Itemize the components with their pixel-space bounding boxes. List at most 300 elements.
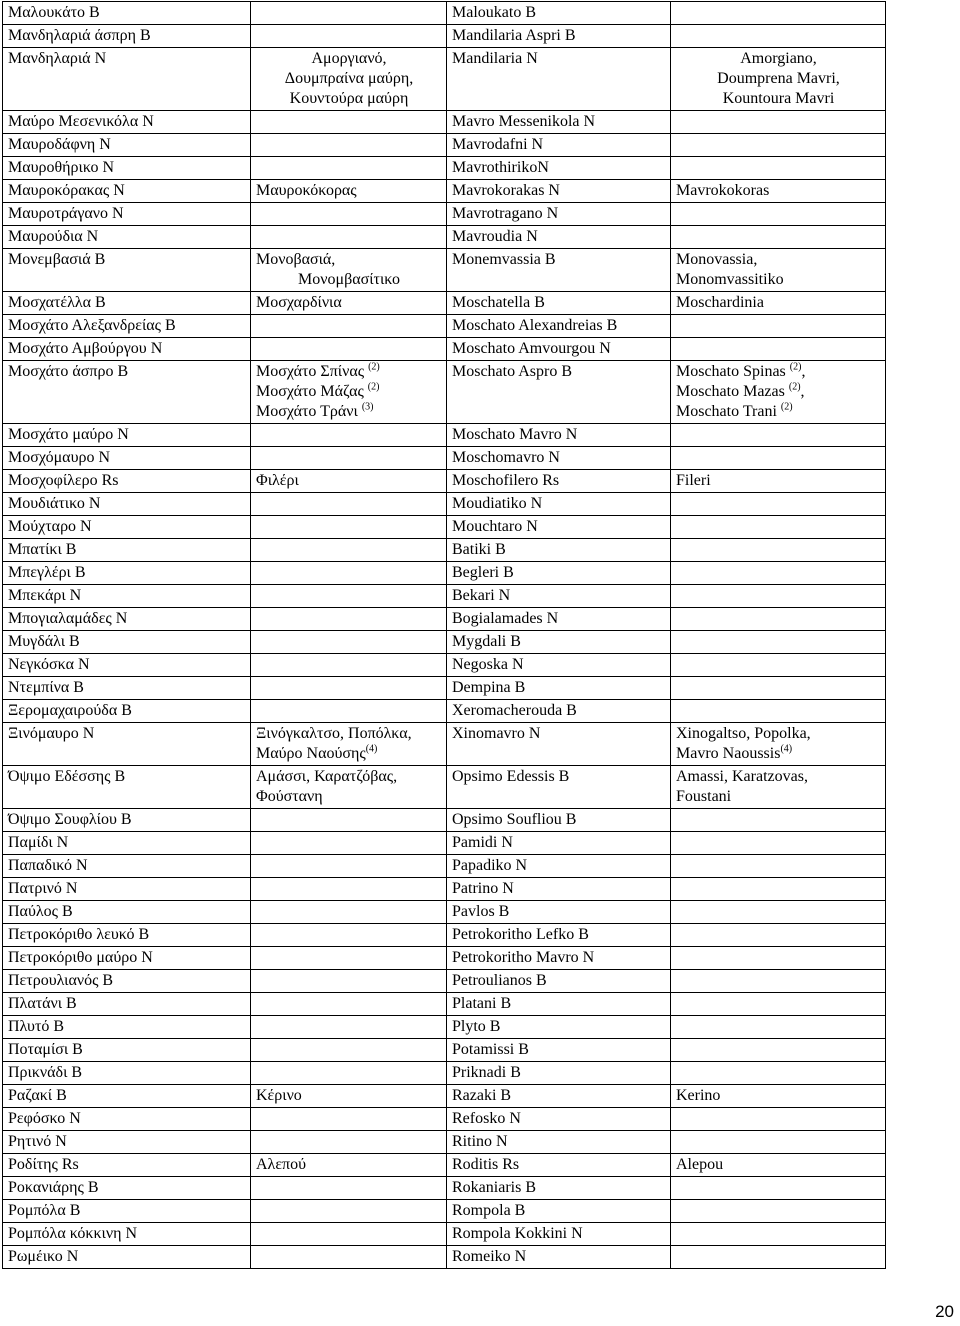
synonyms-greek [251, 562, 447, 585]
synonyms-greek [251, 1200, 447, 1223]
table-row [3, 539, 886, 562]
variety-name-greek: Μαλουκάτο Β [3, 2, 251, 25]
table-row [3, 832, 886, 855]
footnote-marker: (4) [780, 743, 793, 755]
synonyms-latin [671, 1200, 886, 1223]
variety-name-greek: Μοσχόμαυρο Ν [3, 447, 251, 470]
synonym-text: Μαύρο Ναούσης [256, 745, 366, 762]
synonym-line [256, 1086, 442, 1106]
variety-name-latin: Moschato Alexandreias B [447, 315, 671, 338]
synonyms-greek [251, 1062, 447, 1085]
variety-name-latin: Pamidi N [447, 832, 671, 855]
variety-name-latin: Patrino N [447, 878, 671, 901]
variety-name-greek: Παμίδι Ν [3, 832, 251, 855]
table-row [3, 249, 886, 292]
table-row [3, 1016, 886, 1039]
synonym-text: Moschato Trani [676, 403, 781, 420]
synonyms-latin [671, 292, 886, 315]
variety-name-latin: Opsimo Soufliou B [447, 809, 671, 832]
variety-name-greek: Πλατάνι Β [3, 993, 251, 1016]
synonym-line [256, 49, 442, 69]
synonyms-greek [251, 809, 447, 832]
variety-name-greek: Μουδιάτικο Ν [3, 493, 251, 516]
synonym-line [256, 250, 442, 270]
page-number: 20 [935, 1302, 954, 1321]
synonym-text: Moschato Mazas [676, 383, 789, 400]
synonyms-greek [251, 947, 447, 970]
synonym-text: Φιλέρι [256, 472, 299, 489]
table-row [3, 993, 886, 1016]
synonyms-greek [251, 203, 447, 226]
table-row [3, 1085, 886, 1108]
synonym-text: Κέρινο [256, 1087, 302, 1104]
table-row [3, 48, 886, 111]
synonym-line [676, 293, 881, 313]
footnote-marker: (2) [368, 361, 380, 373]
variety-name-latin: Negoska N [447, 654, 671, 677]
synonyms-latin [671, 878, 886, 901]
table-row [3, 924, 886, 947]
table-row [3, 361, 886, 424]
synonyms-greek [251, 677, 447, 700]
synonym-text: Fileri [676, 472, 711, 489]
table-row [3, 493, 886, 516]
variety-name-latin: Platani B [447, 993, 671, 1016]
variety-name-greek: Ρομπόλα κόκκινη Ν [3, 1223, 251, 1246]
synonyms-greek [251, 292, 447, 315]
variety-name-greek: Παύλος Β [3, 901, 251, 924]
synonym-text: Μονομβασίτικο [298, 271, 400, 288]
footnote-marker: (4) [365, 743, 378, 755]
variety-name-latin: Mygdali B [447, 631, 671, 654]
variety-name-greek: Ντεμπίνα Β [3, 677, 251, 700]
synonyms-latin [671, 901, 886, 924]
synonyms-latin [671, 470, 886, 493]
table-row [3, 180, 886, 203]
synonyms-latin [671, 766, 886, 809]
synonyms-greek [251, 654, 447, 677]
synonyms-greek [251, 723, 447, 766]
synonym-text: Moschardinia [676, 294, 764, 311]
table-row [3, 1062, 886, 1085]
variety-name-latin: Bekari N [447, 585, 671, 608]
synonym-text: Xinogaltso, Popolka, [676, 725, 811, 742]
synonym-text: Μοσχάτο Σπίνας [256, 363, 369, 380]
variety-name-latin: Rokaniaris B [447, 1177, 671, 1200]
synonyms-latin [671, 226, 886, 249]
variety-name-latin: Potamissi B [447, 1039, 671, 1062]
variety-name-greek: Μοσχατέλλα Β [3, 292, 251, 315]
variety-name-latin: Xeromacherouda B [447, 700, 671, 723]
variety-name-latin: Petroulianos B [447, 970, 671, 993]
variety-name-greek: Μούχταρο Ν [3, 516, 251, 539]
synonyms-greek [251, 631, 447, 654]
synonym-text: Μοσχαρδίνια [256, 294, 342, 311]
table-row [3, 723, 886, 766]
synonym-line [676, 362, 881, 382]
synonyms-latin [671, 855, 886, 878]
variety-name-greek: Ξινόμαυρο Ν [3, 723, 251, 766]
synonyms-latin [671, 1016, 886, 1039]
table-row [3, 1246, 886, 1269]
synonym-text: Kerino [676, 1087, 721, 1104]
variety-name-latin: Mandilaria N [447, 48, 671, 111]
variety-name-latin: Plyto B [447, 1016, 671, 1039]
synonyms-greek [251, 226, 447, 249]
variety-name-latin: Petrokoritho Lefko B [447, 924, 671, 947]
table-row [3, 516, 886, 539]
synonym-line [256, 382, 442, 402]
table-row [3, 766, 886, 809]
synonym-text: Κουντούρα μαύρη [289, 90, 409, 107]
synonym-line [676, 724, 881, 744]
synonyms-latin [671, 1108, 886, 1131]
synonym-line [676, 471, 881, 491]
synonyms-latin [671, 1131, 886, 1154]
synonyms-greek [251, 766, 447, 809]
variety-name-latin: Refosko N [447, 1108, 671, 1131]
synonym-text: Foustani [676, 788, 732, 805]
synonyms-latin [671, 608, 886, 631]
table-row [3, 947, 886, 970]
synonym-line [256, 89, 442, 109]
table-row [3, 1039, 886, 1062]
synonym-line [256, 69, 442, 89]
synonyms-greek [251, 1085, 447, 1108]
synonym-suffix: , [801, 363, 806, 380]
table-row [3, 424, 886, 447]
synonyms-greek [251, 338, 447, 361]
variety-name-greek: Ροδίτης Rs [3, 1154, 251, 1177]
footnote-marker: (2) [788, 381, 801, 393]
synonym-line [676, 270, 881, 290]
synonym-text: Μοσχάτο Τράνι [256, 403, 362, 420]
synonyms-greek [251, 901, 447, 924]
synonyms-greek [251, 111, 447, 134]
synonyms-greek [251, 361, 447, 424]
synonyms-greek [251, 1131, 447, 1154]
variety-name-latin: Pavlos B [447, 901, 671, 924]
table-row [3, 855, 886, 878]
variety-name-greek: Μαυροθήρικο Ν [3, 157, 251, 180]
synonyms-latin [671, 1223, 886, 1246]
variety-name-greek: Πατρινό Ν [3, 878, 251, 901]
synonyms-greek [251, 25, 447, 48]
synonyms-greek [251, 180, 447, 203]
synonyms-greek [251, 970, 447, 993]
variety-name-latin: Opsimo Edessis B [447, 766, 671, 809]
footnote-marker: (2) [780, 401, 793, 413]
synonym-line [676, 49, 881, 69]
synonyms-latin [671, 180, 886, 203]
synonyms-latin [671, 1177, 886, 1200]
variety-name-greek: Μαυροδάφνη Ν [3, 134, 251, 157]
variety-name-greek: Ρεφόσκο Ν [3, 1108, 251, 1131]
table-row [3, 226, 886, 249]
table-row [3, 25, 886, 48]
synonyms-latin [671, 700, 886, 723]
synonyms-latin [671, 654, 886, 677]
synonyms-latin [671, 924, 886, 947]
footnote-marker: (2) [367, 381, 380, 393]
variety-name-greek: Ρωμέικο Ν [3, 1246, 251, 1269]
synonyms-latin [671, 315, 886, 338]
synonyms-greek [251, 924, 447, 947]
variety-name-latin: Maloukato B [447, 2, 671, 25]
variety-name-latin: Moschato Amvourgou N [447, 338, 671, 361]
variety-name-latin: Moudiatiko N [447, 493, 671, 516]
variety-name-latin: Bogialamades N [447, 608, 671, 631]
variety-name-latin: Moschato Mavro N [447, 424, 671, 447]
synonyms-latin [671, 1246, 886, 1269]
synonym-line [676, 1155, 881, 1175]
synonym-line [256, 787, 442, 807]
table-row [3, 1131, 886, 1154]
synonyms-greek [251, 249, 447, 292]
variety-name-latin: Moschomavro N [447, 447, 671, 470]
synonym-line [256, 724, 442, 744]
synonyms-latin [671, 338, 886, 361]
table-row [3, 1177, 886, 1200]
synonyms-greek [251, 1223, 447, 1246]
variety-name-greek: Μανδηλαριά Ν [3, 48, 251, 111]
synonyms-latin [671, 447, 886, 470]
table-row [3, 901, 886, 924]
synonyms-latin [671, 585, 886, 608]
table-row [3, 1108, 886, 1131]
synonym-text: Mavro Naoussis [676, 745, 781, 762]
table-row [3, 203, 886, 226]
variety-name-latin: Dempina B [447, 677, 671, 700]
table-row [3, 608, 886, 631]
synonym-suffix: , [800, 383, 805, 400]
synonyms-latin [671, 993, 886, 1016]
variety-name-greek: Πετροκόριθο μαύρο Ν [3, 947, 251, 970]
synonyms-latin [671, 970, 886, 993]
synonyms-greek [251, 1177, 447, 1200]
synonym-text: Αλεπού [256, 1156, 307, 1173]
synonyms-greek [251, 2, 447, 25]
synonym-line [676, 1086, 881, 1106]
synonym-text: Doumprena Mavri, [717, 70, 840, 87]
table-row [3, 562, 886, 585]
table-row [3, 700, 886, 723]
table-row [3, 1200, 886, 1223]
synonyms-latin [671, 516, 886, 539]
variety-name-greek: Μπογιαλαμάδες Ν [3, 608, 251, 631]
synonym-line [256, 181, 442, 201]
synonym-line [676, 181, 881, 201]
variety-name-greek: Μοσχάτο Αμβούργου Ν [3, 338, 251, 361]
synonyms-latin [671, 361, 886, 424]
variety-name-greek: Πλυτό Β [3, 1016, 251, 1039]
synonym-text: Μοσχάτο Μάζας [256, 383, 368, 400]
synonyms-greek [251, 48, 447, 111]
variety-name-greek: Μοσχάτο άσπρο Β [3, 361, 251, 424]
variety-name-latin: Ritino N [447, 1131, 671, 1154]
variety-name-latin: MavrothirikoN [447, 157, 671, 180]
table-row [3, 315, 886, 338]
table-row [3, 2, 886, 25]
table-row [3, 111, 886, 134]
variety-name-latin: Moschato Aspro B [447, 361, 671, 424]
variety-name-greek: Μαυροκόρακας Ν [3, 180, 251, 203]
variety-name-greek: Ξερομαχαιρούδα Β [3, 700, 251, 723]
variety-name-latin: Mavrokorakas N [447, 180, 671, 203]
footnote-marker: (3) [361, 401, 374, 413]
synonym-text: Alepou [676, 1156, 724, 1173]
synonyms-latin [671, 25, 886, 48]
variety-name-latin: Mavrotragano N [447, 203, 671, 226]
variety-name-greek: Μαυρούδια Ν [3, 226, 251, 249]
synonyms-latin [671, 1154, 886, 1177]
variety-name-greek: Μονεμβασιά Β [3, 249, 251, 292]
synonym-line [256, 744, 442, 764]
synonyms-greek [251, 1039, 447, 1062]
variety-name-latin: Petrokoritho Mavro N [447, 947, 671, 970]
synonym-line [676, 767, 881, 787]
synonym-text: Μαυροκόκορας [256, 182, 357, 199]
synonyms-greek [251, 315, 447, 338]
grape-variety-table [2, 1, 886, 1269]
synonyms-latin [671, 539, 886, 562]
synonym-line [256, 471, 442, 491]
variety-name-greek: Πετροκόριθο λευκό Β [3, 924, 251, 947]
variety-name-latin: Priknadi B [447, 1062, 671, 1085]
synonym-line [676, 382, 881, 402]
variety-name-greek: Νεγκόσκα Ν [3, 654, 251, 677]
synonyms-latin [671, 947, 886, 970]
synonym-text: Δουμπραίνα μαύρη, [284, 70, 414, 87]
variety-name-latin: Mandilaria Aspri B [447, 25, 671, 48]
synonyms-latin [671, 562, 886, 585]
table-row [3, 631, 886, 654]
synonyms-greek [251, 516, 447, 539]
table-row [3, 292, 886, 315]
variety-name-latin: Mouchtaro N [447, 516, 671, 539]
variety-name-greek: Ποταμίσι Β [3, 1039, 251, 1062]
synonym-text: Amassi, Karatzovas, [676, 768, 808, 785]
table-row [3, 677, 886, 700]
synonyms-greek [251, 470, 447, 493]
synonyms-greek [251, 157, 447, 180]
synonym-line [256, 270, 442, 290]
synonym-text: Μονοβασιά, [256, 251, 336, 268]
synonyms-latin [671, 631, 886, 654]
synonyms-latin [671, 157, 886, 180]
variety-name-greek: Παπαδικό Ν [3, 855, 251, 878]
synonyms-latin [671, 249, 886, 292]
variety-name-latin: Xinomavro N [447, 723, 671, 766]
table-row [3, 878, 886, 901]
synonyms-latin [671, 1085, 886, 1108]
table-row [3, 470, 886, 493]
variety-name-greek: Μαυροτράγανο Ν [3, 203, 251, 226]
variety-name-greek: Μοσχάτο Αλεξανδρείας Β [3, 315, 251, 338]
synonym-text: Mavrokokoras [676, 182, 770, 199]
synonym-line [256, 767, 442, 787]
table-row [3, 447, 886, 470]
synonym-text: Ξινόγκαλτσο, Ποπόλκα, [256, 725, 412, 742]
variety-name-greek: Ρομπόλα Β [3, 1200, 251, 1223]
variety-name-latin: Monemvassia B [447, 249, 671, 292]
variety-name-greek: Μοσχάτο μαύρο Ν [3, 424, 251, 447]
synonyms-greek [251, 855, 447, 878]
grape-variety-table-body [3, 2, 886, 1269]
variety-name-latin: Mavrodafni N [447, 134, 671, 157]
variety-name-greek: Ραζακί Β [3, 1085, 251, 1108]
synonyms-greek [251, 1016, 447, 1039]
table-row [3, 134, 886, 157]
variety-name-greek: Μοσχοφίλερο Rs [3, 470, 251, 493]
variety-name-latin: Razaki B [447, 1085, 671, 1108]
synonyms-greek [251, 700, 447, 723]
synonyms-latin [671, 723, 886, 766]
synonym-text: Αμοργιανό, [311, 50, 387, 67]
synonyms-greek [251, 447, 447, 470]
synonyms-latin [671, 832, 886, 855]
synonyms-latin [671, 134, 886, 157]
table-row [3, 338, 886, 361]
synonyms-latin [671, 677, 886, 700]
variety-name-latin: Batiki B [447, 539, 671, 562]
synonym-line [256, 402, 442, 422]
table-row [3, 157, 886, 180]
synonym-line [256, 1155, 442, 1175]
synonyms-latin [671, 1039, 886, 1062]
synonym-line [676, 402, 881, 422]
variety-name-greek: Όψιμο Εδέσσης Β [3, 766, 251, 809]
synonym-line [676, 250, 881, 270]
footnote-marker: (2) [789, 361, 802, 373]
synonyms-latin [671, 203, 886, 226]
table-row [3, 1154, 886, 1177]
synonyms-greek [251, 608, 447, 631]
variety-name-greek: Μυγδάλι Β [3, 631, 251, 654]
variety-name-greek: Μπεκάρι Ν [3, 585, 251, 608]
synonyms-latin [671, 2, 886, 25]
synonym-text: Φούστανη [256, 788, 323, 805]
variety-name-greek: Ρητινό Ν [3, 1131, 251, 1154]
synonyms-greek [251, 1108, 447, 1131]
synonyms-latin [671, 1062, 886, 1085]
synonyms-greek [251, 993, 447, 1016]
variety-name-greek: Πρικνάδι Β [3, 1062, 251, 1085]
synonyms-latin [671, 111, 886, 134]
variety-name-latin: Papadiko N [447, 855, 671, 878]
table-row [3, 970, 886, 993]
variety-name-greek: Μαύρο Μεσενικόλα Ν [3, 111, 251, 134]
variety-name-latin: Rompola Kokkini N [447, 1223, 671, 1246]
synonym-line [256, 293, 442, 313]
variety-name-latin: Moschofilero Rs [447, 470, 671, 493]
synonyms-greek [251, 493, 447, 516]
variety-name-greek: Όψιμο Σουφλίου Β [3, 809, 251, 832]
variety-name-greek: Μπεγλέρι Β [3, 562, 251, 585]
synonyms-latin [671, 809, 886, 832]
variety-name-latin: Romeiko N [447, 1246, 671, 1269]
synonyms-latin [671, 48, 886, 111]
synonyms-greek [251, 585, 447, 608]
variety-name-latin: Mavroudia N [447, 226, 671, 249]
synonyms-greek [251, 832, 447, 855]
synonym-text: Αμάσσι, Καρατζόβας, [256, 768, 398, 785]
synonyms-greek [251, 539, 447, 562]
synonyms-greek [251, 878, 447, 901]
variety-name-greek: Ροκανιάρης Β [3, 1177, 251, 1200]
table-row [3, 809, 886, 832]
synonym-line [676, 744, 881, 764]
